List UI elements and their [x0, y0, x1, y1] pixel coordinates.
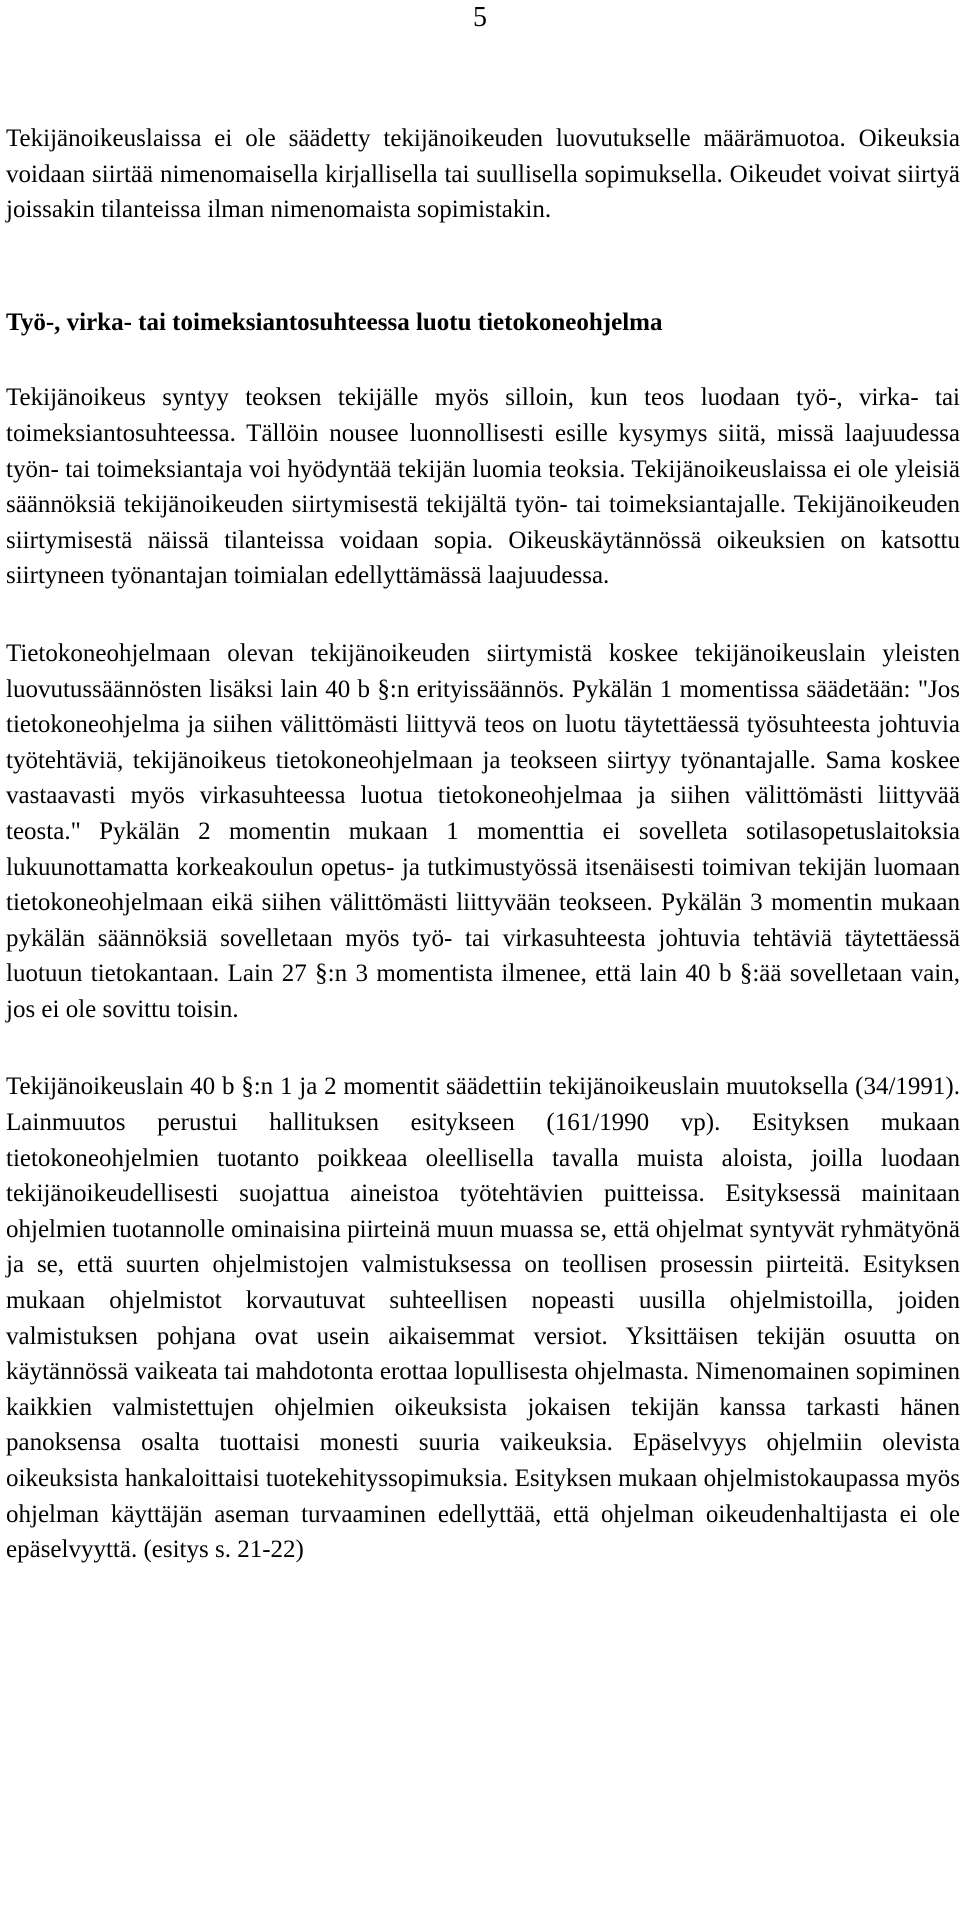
employment-paragraph: Tekijänoikeus syntyy teoksen tekijälle myös silloin, kun teos luodaan työ-, virka- tai toimeksiantosuhteessa. Tällöin nousee luonnollisesti esille kysymys siitä, missä laajuudessa työn- tai toimeksiantaja voi hyödyntää tekijän luomia teoksia. Tekijänoikeuslaissa ei ole yleisiä säännöksiä tekijänoikeuden siirtymisestä tekijältä työn- tai toimeksiantajalle. Tekijänoikeuden siirtymisestä näissä tilanteissa voidaan sopia. Oikeuskäytännössä oikeuksien on katsottu siirtyneen työnantajan toimialan edellyttämässä laajuudessa. [6, 384, 960, 590]
page-number: 5 [473, 2, 487, 33]
document-body [6, 121, 960, 1568]
intro-paragraph: Tekijänoikeuslaissa ei ole säädetty tekijänoikeuden luovutukselle määrämuotoa. Oikeuksia voidaan siirtää nimenomaisella kirjallisella tai suullisella sopimuksella. Oikeudet voivat siirtyä joissakin tilanteissa ilman nimenomaista sopimistakin. [6, 125, 960, 224]
government-proposal-paragraph: Tekijänoikeuslain 40 b §:n 1 ja 2 momentit säädettiin tekijänoikeuslain muutoksella (34/1991). Lainmuutos perustui hallituksen esitykseen (161/1990 vp). Esityksen mukaan tietokoneohjelmien tuotanto poikkeaa oleellisella tavalla muista aloista, joilla luodaan tekijänoikeudellisesti suojattua aineistoa työtehtävien puitteissa. Esityksessä mainitaan ohjelmien tuotannolle ominaisina piirteinä muun muassa se, että ohjelmat syntyvät ryhmätyönä ja se, että suurten ohjelmistojen valmistuksessa on teollisen prosessin piirteitä. Esityksen mukaan ohjelmistot korvautuvat suhteellisen nopeasti uusilla ohjelmistoilla, joiden valmistuksen pohjana ovat usein aikaisemmat versiot. Yksittäisen tekijän osuutta on käytännössä vaikeata tai mahdotonta erottaa lopullisesta ohjelmasta. Nimenomainen sopiminen kaikkien valmistettujen ohjelmien oikeuksista jokaisen tekijän kanssa tarkasti hänen panoksensa osalta tuottaisi monesti suuria vaikeuksia. Epäselvyys ohjelmiin olevista oikeuksista hankaloittaisi tuotekehityssopimuksia. Esityksen mukaan ohjelmistokaupassa myös ohjelman käyttäjän aseman turvaaminen edellyttää, että ohjelman oikeudenhaltijasta ei ole epäselvyyttä. (esitys s. 21-22) [6, 1073, 960, 1564]
section-40b-paragraph: Tietokoneohjelmaan olevan tekijänoikeuden siirtymistä koskee tekijänoikeuslain yleisten luovutussäännösten lisäksi lain 40 b §:n erityissäännös. Pykälän 1 momentissa säädetään: "Jos tietokoneohjelma ja siihen välittömästi liittyvä teos on luotu täytettäessä työsuhteesta johtuvia työtehtäviä, tekijänoikeus tietokoneohjelmaan ja teokseen siirtyy työnantajalle. Sama koskee vastaavasti myös virkasuhteessa luotua tietokoneohjelmaa ja siihen välittömästi liittyvää teosta." Pykälän 2 momentin mukaan 1 momenttia ei sovelleta sotilasopetuslaitoksia lukuunottamatta korkeakoulun opetus- ja tutkimustyössä itsenäisesti toimivan tekijän luomaan tietokoneohjelmaan eikä siihen välittömästi liittyvään teokseen. Pykälän 3 momentin mukaan pykälän säännöksiä sovelletaan myös työ- tai virkasuhteesta johtuvia tehtäviä täytettäessä luotuun tietokantaan. Lain 27 §:n 3 momentista ilmenee, että lain 40 b §:ää sovelletaan vain, jos ei ole sovittu toisin. [6, 639, 960, 1023]
section-heading: Työ-, virka- tai toimeksiantosuhteessa luotu tietokoneohjelma [6, 308, 663, 336]
